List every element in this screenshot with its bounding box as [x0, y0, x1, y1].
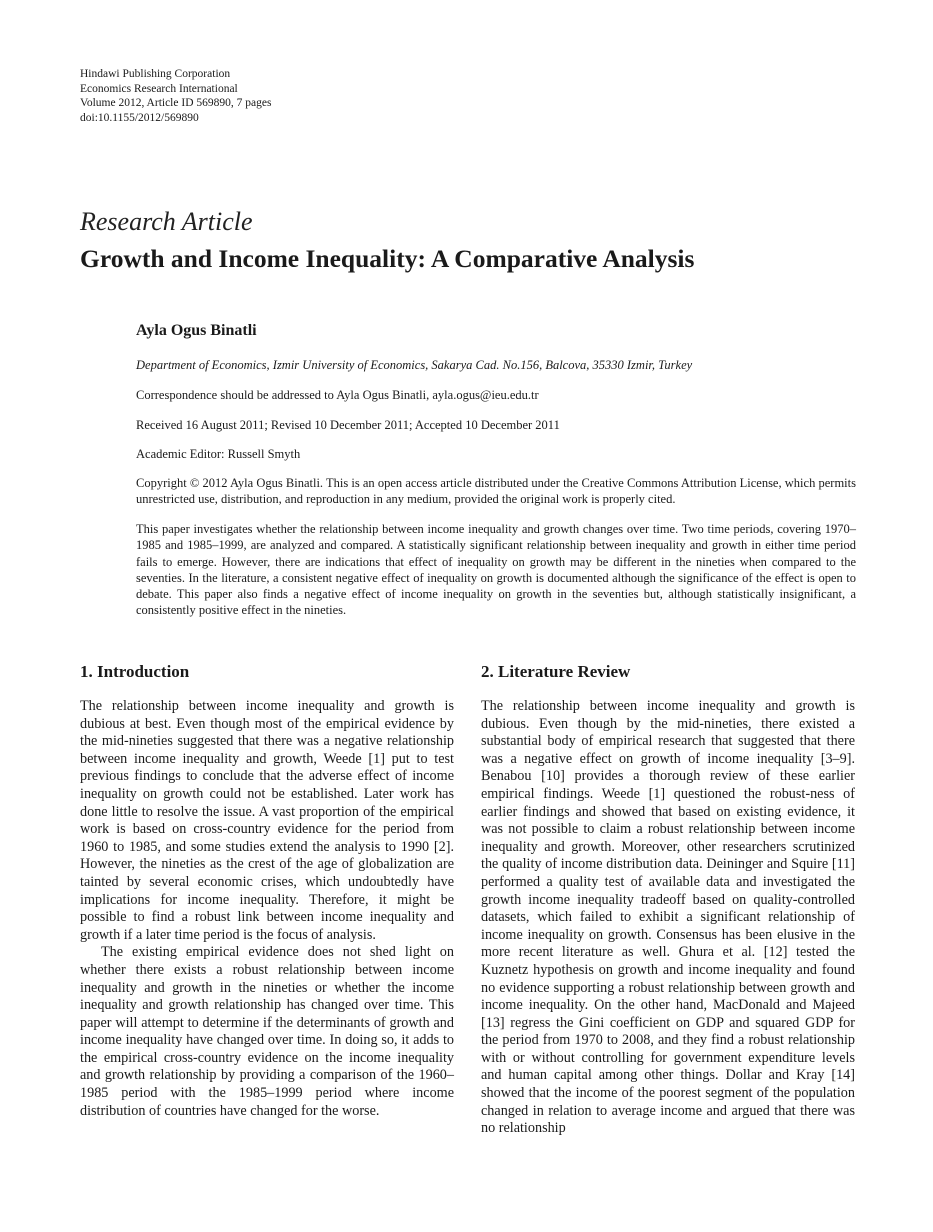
paragraph: The relationship between income inequality and growth is dubious. Even though by the mid-nineties, there existed a substantial body of empirical research that suggested that there was a negative effect on growth of income inequality [3–9]. Benabou [10] provides a thorough review of these earlier empirical findings. Weede [1] questioned the robust-ness of earlier findings and showed that based on existing evidence, it was not possible to claim a robust relationship between income inequality and growth. Moreover, other researchers scrutinized the quality of income distribution data. Deininger and Squire [11] performed a quality test of available data and investigated the growth income inequality tradeoff based on quality-controlled datasets, which failed to exhibit a significant relationship of income inequality on growth. Consensus has been elusive in the more recent literature as well. Ghura et al. [12] tested the Kuznetz hypothesis on growth and income inequality and found no evidence supporting a robust relationship between growth and income inequality. On the other hand, MacDonald and Majeed [13] regress the Gini coefficient on GDP and squared GDP for the period from 1970 to 2008, and they find a robust relationship with or without controlling for government expenditure levels and human capital among other things. Dollar and Kray [14] showed that the income of the poorest segment of the population changed in relation to average income and argued that there was no relationship: [481, 698, 855, 1137]
copyright-notice: Copyright © 2012 Ayla Ogus Binatli. This is an open access article distributed under the Creative Commons Attribution License, which permits unrestricted use, distribution, and reproduction in any medium, provided the original work is properly cited.: [136, 476, 856, 506]
literature-review-section: [481, 660, 855, 1138]
author-affiliation: Department of Economics, Izmir University of Economics, Sakarya Cad. No.156, Balcova, 35330 Izmir, Turkey: [136, 358, 693, 372]
publisher-name: Hindawi Publishing Corporation: [80, 68, 231, 80]
article-type: Research Article: [80, 207, 253, 236]
publication-dates: Received 16 August 2011; Revised 10 December 2011; Accepted 10 December 2011: [136, 418, 560, 432]
abstract: This paper investigates whether the relationship between income inequality and growth changes over time. Two time periods, covering 1970–1985 and 1985–1999, are analyzed and compared. A statistically significant relationship between inequality and growth in either time period fails to emerge. However, there are indications that effect of inequality on growth may be different in the nineties when compared to the seventies. In the literature, a consistent negative effect of inequality on growth is documented although the significance of the effect is open to debate. This paper also finds a negative effect of income inequality on growth in the seventies but, although statistically insignificant, a consistently positive effect in the nineties.: [136, 522, 856, 618]
paragraph: The relationship between income inequality and growth is dubious at best. Even though most of the empirical evidence by the mid-nineties suggested that there was a negative relationship between income inequality and growth, Weede [1] put to test previous findings to conclude that the adverse effect of income inequality on growth could not be established. Later work has done little to resolve the issue. A vast proportion of the empirical work is based on cross-country evidence for the period from 1960 to 1985, and some studies extend the analysis to 1990 [2]. However, the nineties as the crest of the age of globalization are tainted by several economic crises, which undoubtedly have implications for income inequality. Therefore, it might be possible to find a robust link between income inequality and growth if a later time period is the focus of analysis.: [80, 698, 454, 943]
correspondence: Correspondence should be addressed to Ayla Ogus Binatli, ayla.ogus@ieu.edu.tr: [136, 388, 539, 402]
paragraph: The existing empirical evidence does not shed light on whether there exists a robust relationship between income inequality and growth in the nineties or whether the income inequality and growth relationship has changed over time. This paper will attempt to determine if the determinants of growth and income inequality have changed over time. In doing so, it adds to the empirical cross-country evidence on the income inequality and growth relationship by providing a comparison of the 1960–1985 period with the 1985–1999 period where income distribution of countries have changed for the worse.: [80, 944, 454, 1119]
section-heading: 1. Introduction: [80, 662, 190, 681]
journal-name: Economics Research International: [80, 82, 238, 95]
volume-info: Volume 2012, Article ID 569890, 7 pages: [80, 97, 272, 110]
doi: doi:10.1155/2012/569890: [80, 111, 199, 124]
article-title: Growth and Income Inequality: A Comparative Analysis: [80, 244, 695, 273]
section-heading: 2. Literature Review: [481, 662, 631, 681]
academic-editor: Academic Editor: Russell Smyth: [136, 447, 301, 461]
journal-header: [80, 67, 271, 125]
author-name: Ayla Ogus Binatli: [136, 322, 257, 339]
introduction-section: [80, 660, 454, 1120]
